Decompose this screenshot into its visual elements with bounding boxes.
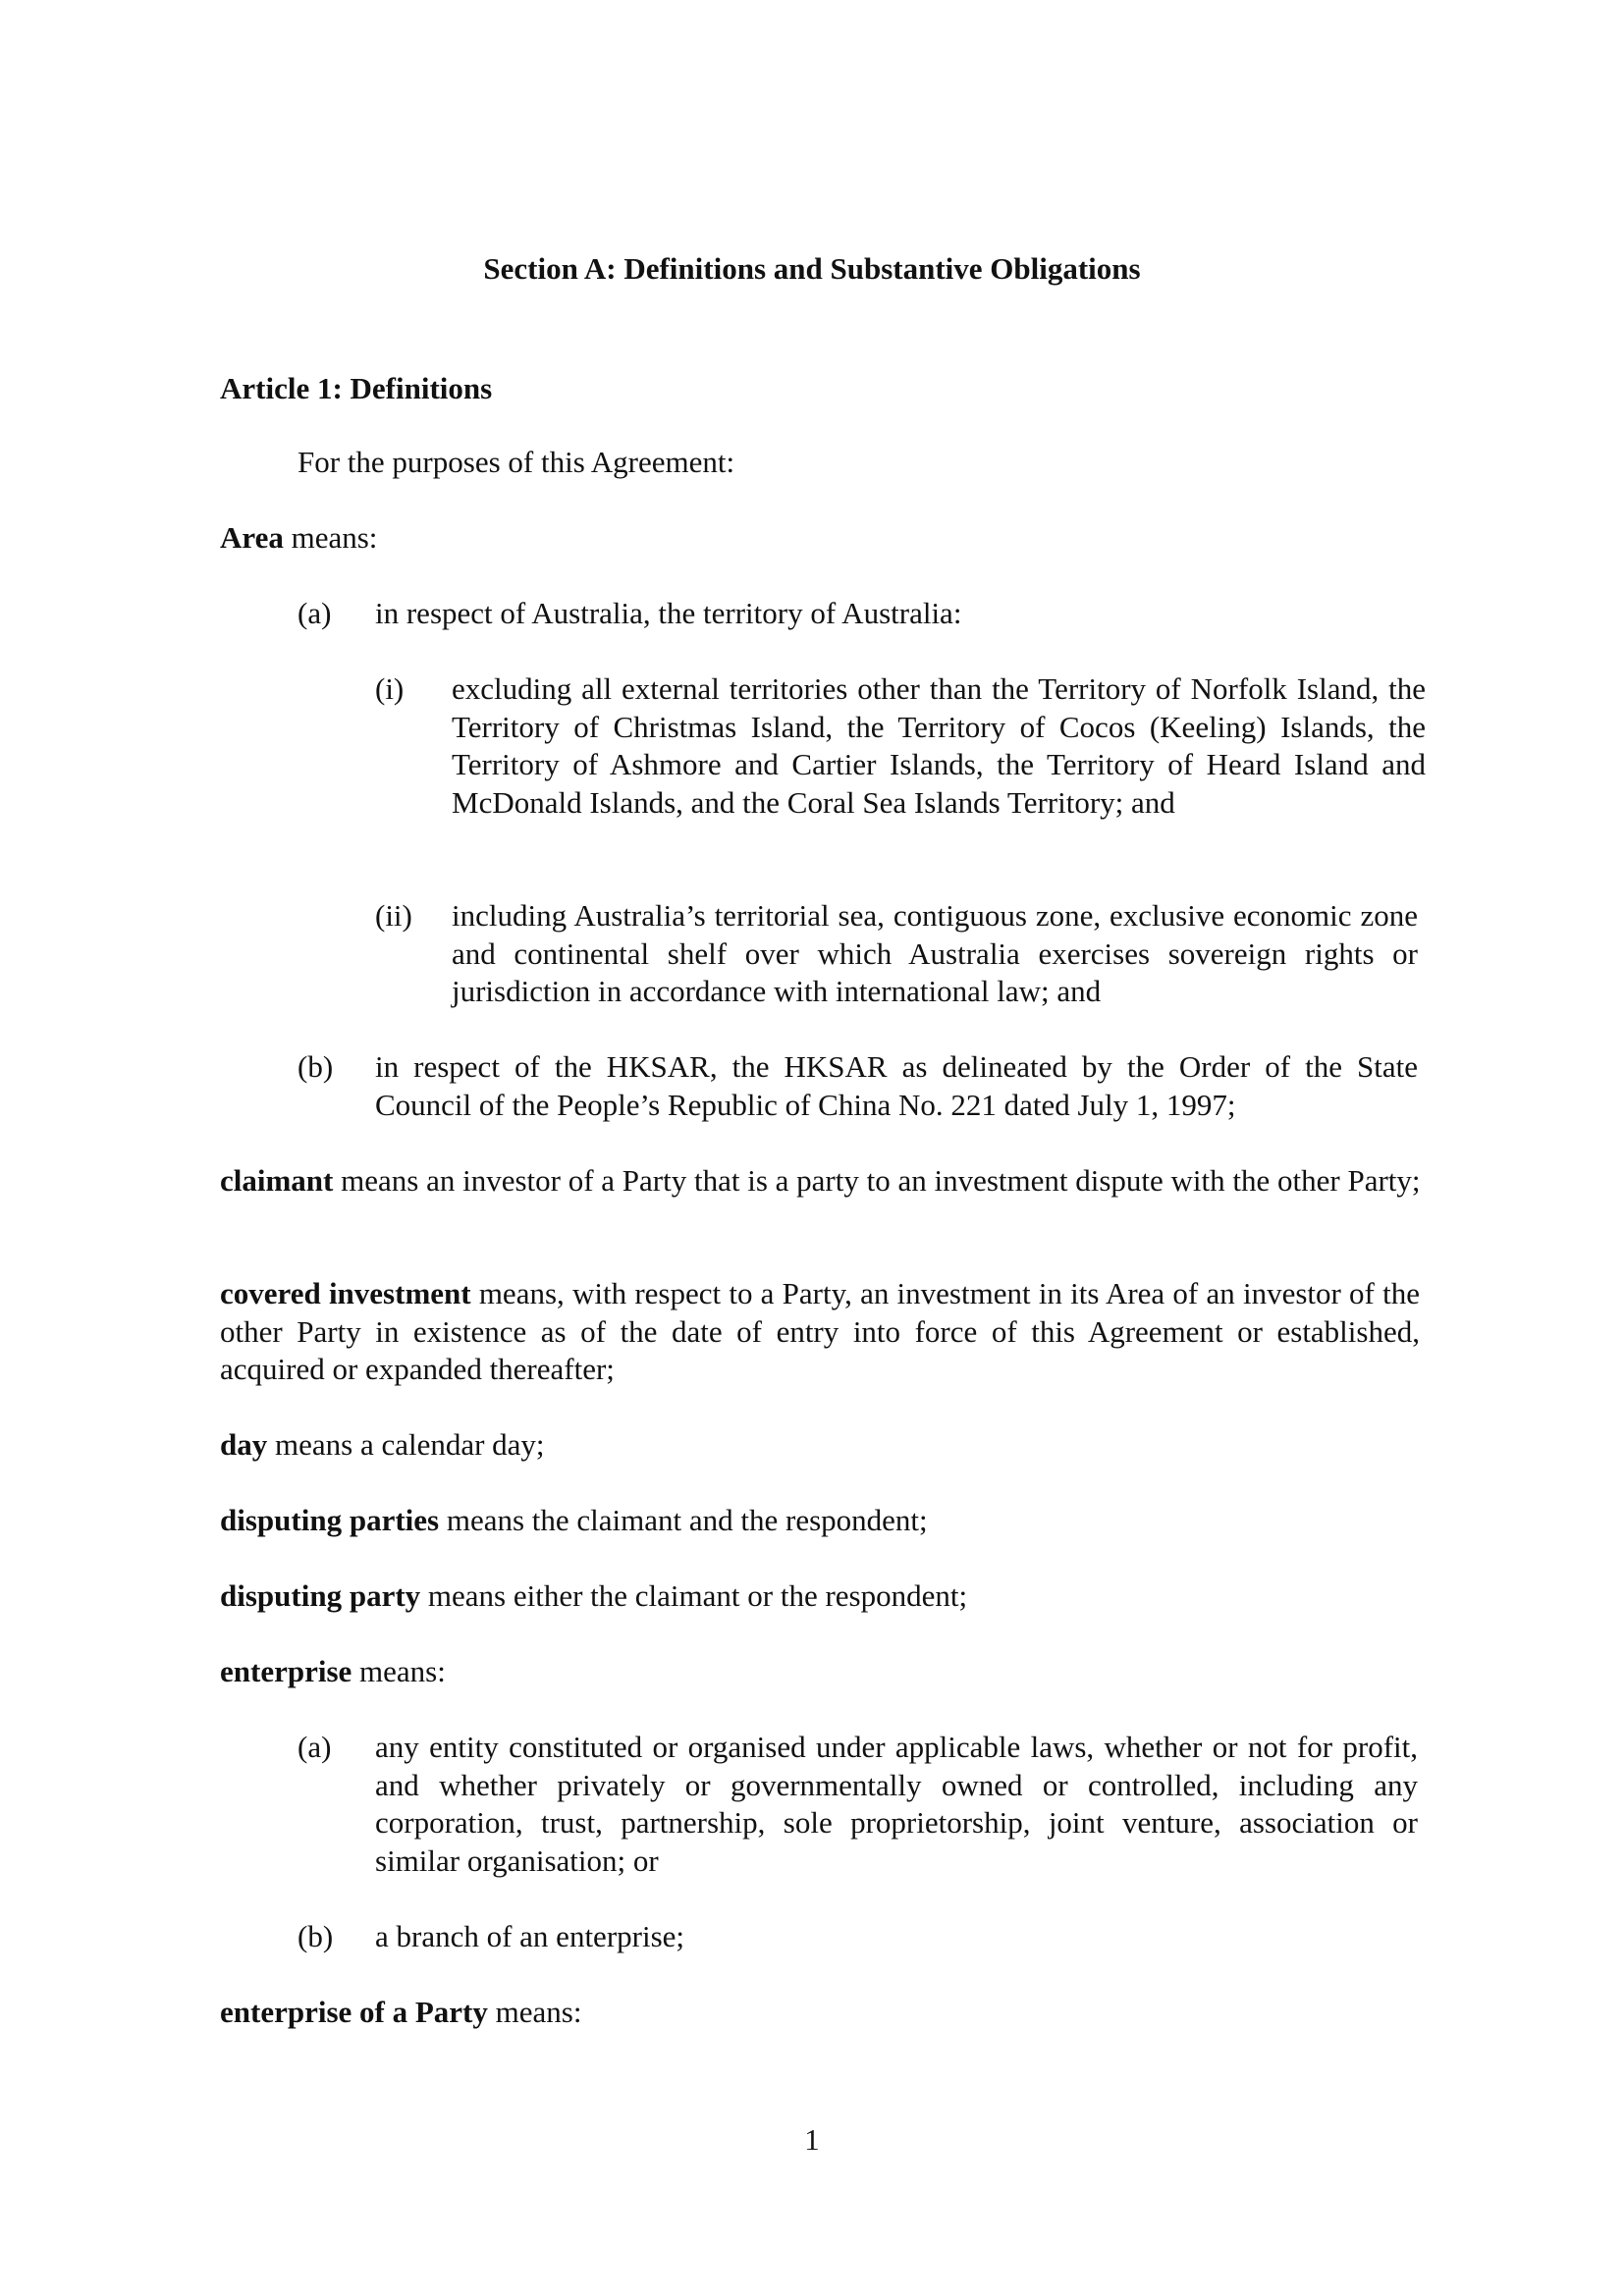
- area-a-ii-text: including Australia’s territorial sea, contiguous zone, exclusive economic zone and continental shelf over which Australia exercises sovereign rights or jurisdiction in accordance with international law; and: [452, 898, 1418, 1008]
- definition-enterprise: [220, 1653, 446, 1691]
- definition-claimant: [220, 1162, 1435, 1201]
- term-disputing-parties: disputing parties: [220, 1503, 440, 1537]
- term-day: day: [220, 1427, 268, 1462]
- area-b-marker: (b): [298, 1049, 334, 1084]
- intro-text: For the purposes of this Agreement:: [298, 445, 735, 479]
- article-title: Article 1: Definitions: [220, 371, 493, 405]
- area-b-text: in respect of the HKSAR, the HKSAR as delineated by the Order of the State Council of the People’s Republic of China No. 221 dated July 1, 1997;: [375, 1049, 1418, 1122]
- area-a-i-marker: (i): [375, 671, 405, 706]
- definition-covered-investment: [220, 1275, 1420, 1389]
- area-a-text: in respect of Australia, the territory of Australia:: [375, 596, 962, 630]
- definition-covered-investment-text: means, with respect to a Party, an investment in its Area of an investor of the other Party in existence as of the date of entry into force of this Agreement or established, acquired or expanded thereafter;: [220, 1276, 1420, 1386]
- definition-disputing-party: [220, 1577, 967, 1616]
- definition-enterprise-of-a-party: [220, 1994, 581, 2032]
- enterprise-a-text: any entity constituted or organised under applicable laws, whether or not for profit, and whether privately or governmentally owned or controlled, including any corporation, trust, partnership, sole proprietorship, joint venture, association or similar organisation; or: [375, 1730, 1418, 1878]
- term-claimant: claimant: [220, 1163, 334, 1198]
- definition-area: [220, 519, 377, 558]
- section-title: Section A: Definitions and Substantive Obligations: [483, 251, 1141, 286]
- area-a-i-text: excluding all external territories other than the Territory of Norfolk Island, the Territory of Christmas Island, the Territory of Cocos (Keeling) Islands, the Territory of Ashmore and Cartier Islands, the Territory of Heard Island and McDonald Islands, and the Coral Sea Islands Territory; and: [452, 671, 1426, 820]
- definition-disputing-parties-text: means the claimant and the respondent;: [439, 1503, 928, 1537]
- term-disputing-party: disputing party: [220, 1578, 421, 1613]
- enterprise-b-marker: (b): [298, 1919, 334, 1953]
- term-area: Area: [220, 520, 284, 555]
- definition-disputing-parties: [220, 1502, 928, 1540]
- definition-enterprise-text: means:: [352, 1654, 446, 1688]
- term-covered-investment: covered investment: [220, 1276, 471, 1310]
- enterprise-b-text: a branch of an enterprise;: [375, 1919, 685, 1953]
- term-enterprise-of-a-party: enterprise of a Party: [220, 1995, 488, 2029]
- definition-day: [220, 1426, 545, 1465]
- definition-enterprise-of-a-party-text: means:: [487, 1995, 582, 2029]
- enterprise-a-marker: (a): [298, 1730, 332, 1764]
- area-a-ii-marker: (ii): [375, 898, 412, 933]
- definition-area-text: means:: [283, 520, 378, 555]
- page-number: 1: [804, 2122, 820, 2157]
- term-enterprise: enterprise: [220, 1654, 352, 1688]
- area-a-marker: (a): [298, 596, 332, 630]
- definition-claimant-text: means an investor of a Party that is a party to an investment dispute with the other Party;: [333, 1163, 1421, 1198]
- definition-disputing-party-text: means either the claimant or the respondent;: [420, 1578, 968, 1613]
- definition-day-text: means a calendar day;: [267, 1427, 545, 1462]
